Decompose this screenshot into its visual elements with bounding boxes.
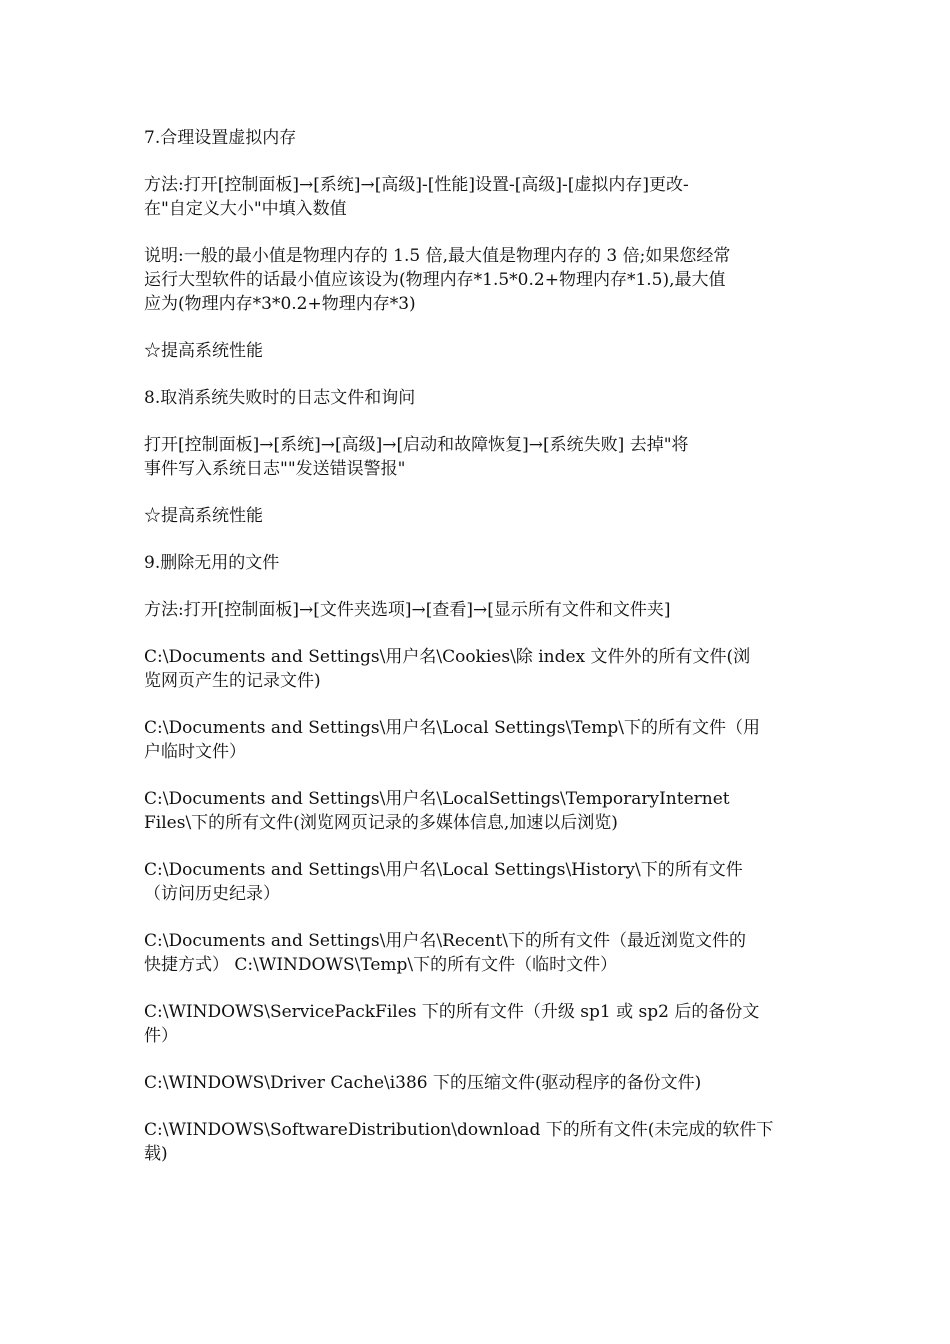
text-line: 打开[控制面板]→[系统]→[高级]→[启动和故障恢复]→[系统失败] 去掉"将 — [144, 435, 689, 455]
text-line: （访问历史纪录） — [144, 884, 280, 904]
text-line: C:\Documents and Settings\用户名\Recent\下的所有文件（最近浏览文件的 — [144, 931, 747, 951]
text-line: 方法:打开[控制面板]→[文件夹选项]→[查看]→[显示所有文件和文件夹] — [144, 600, 671, 620]
path-software-distribution — [144, 1118, 808, 1166]
text-line: C:\Documents and Settings\用户名\Cookies\除 index 文件外的所有文件(浏 — [144, 647, 751, 667]
heading-virtual-memory — [144, 126, 808, 150]
path-service-pack-files — [144, 1000, 808, 1048]
path-recent-and-windows-temp — [144, 929, 808, 977]
text-line: 事件写入系统日志""发送错误警报" — [144, 459, 406, 479]
text-line: 说明:一般的最小值是物理内存的 1.5 倍,最大值是物理内存的 3 倍;如果您经常 — [144, 246, 731, 266]
text-line: 在"自定义大小"中填入数值 — [144, 199, 347, 219]
text-line: C:\Documents and Settings\用户名\Local Settings\Temp\下的所有文件（用 — [144, 718, 760, 738]
text-line: 件） — [144, 1026, 178, 1046]
text-line: 9.删除无用的文件 — [144, 553, 280, 573]
paragraph-method-virtual-memory — [144, 173, 808, 221]
heading-disable-log — [144, 386, 808, 410]
text-line: 应为(物理内存*3*0.2+物理内存*3) — [144, 294, 416, 314]
text-line: 载) — [144, 1144, 168, 1164]
paragraph-show-all-files — [144, 598, 808, 622]
path-cookies — [144, 645, 808, 693]
path-driver-cache — [144, 1071, 808, 1095]
paragraph-disable-log-steps — [144, 433, 808, 481]
text-line: 7.合理设置虚拟内存 — [144, 128, 297, 148]
text-line: 览网页产生的记录文件) — [144, 671, 321, 691]
paragraph-explanation — [144, 244, 808, 316]
text-line: C:\WINDOWS\ServicePackFiles 下的所有文件（升级 sp1 或 sp2 后的备份文 — [144, 1002, 760, 1022]
text-line: ☆提高系统性能 — [144, 506, 263, 526]
heading-delete-files — [144, 551, 808, 575]
path-temporary-internet-files — [144, 787, 808, 835]
text-line: 运行大型软件的话最小值应该设为(物理内存*1.5*0.2+物理内存*1.5),最大值 — [144, 270, 726, 290]
document-page — [144, 126, 808, 1189]
text-line: C:\Documents and Settings\用户名\Local Settings\History\下的所有文件 — [144, 860, 743, 880]
text-line: 快捷方式） C:\WINDOWS\Temp\下的所有文件（临时文件） — [144, 955, 618, 975]
path-local-temp — [144, 716, 808, 764]
text-line: C:\WINDOWS\SoftwareDistribution\download 下的所有文件(未完成的软件下 — [144, 1120, 774, 1140]
text-line: 方法:打开[控制面板]→[系统]→[高级]-[性能]设置-[高级]-[虚拟内存]更改- — [144, 175, 689, 195]
path-history — [144, 858, 808, 906]
text-line: Files\下的所有文件(浏览网页记录的多媒体信息,加速以后浏览) — [144, 813, 618, 833]
note-improve-performance — [144, 339, 808, 363]
text-line: C:\Documents and Settings\用户名\LocalSettings\TemporaryInternet — [144, 789, 730, 809]
text-line: ☆提高系统性能 — [144, 341, 263, 361]
text-line: 户临时文件） — [144, 742, 246, 762]
text-line: 8.取消系统失败时的日志文件和询问 — [144, 388, 416, 408]
note-improve-performance — [144, 504, 808, 528]
text-line: C:\WINDOWS\Driver Cache\i386 下的压缩文件(驱动程序的备份文件) — [144, 1073, 702, 1093]
